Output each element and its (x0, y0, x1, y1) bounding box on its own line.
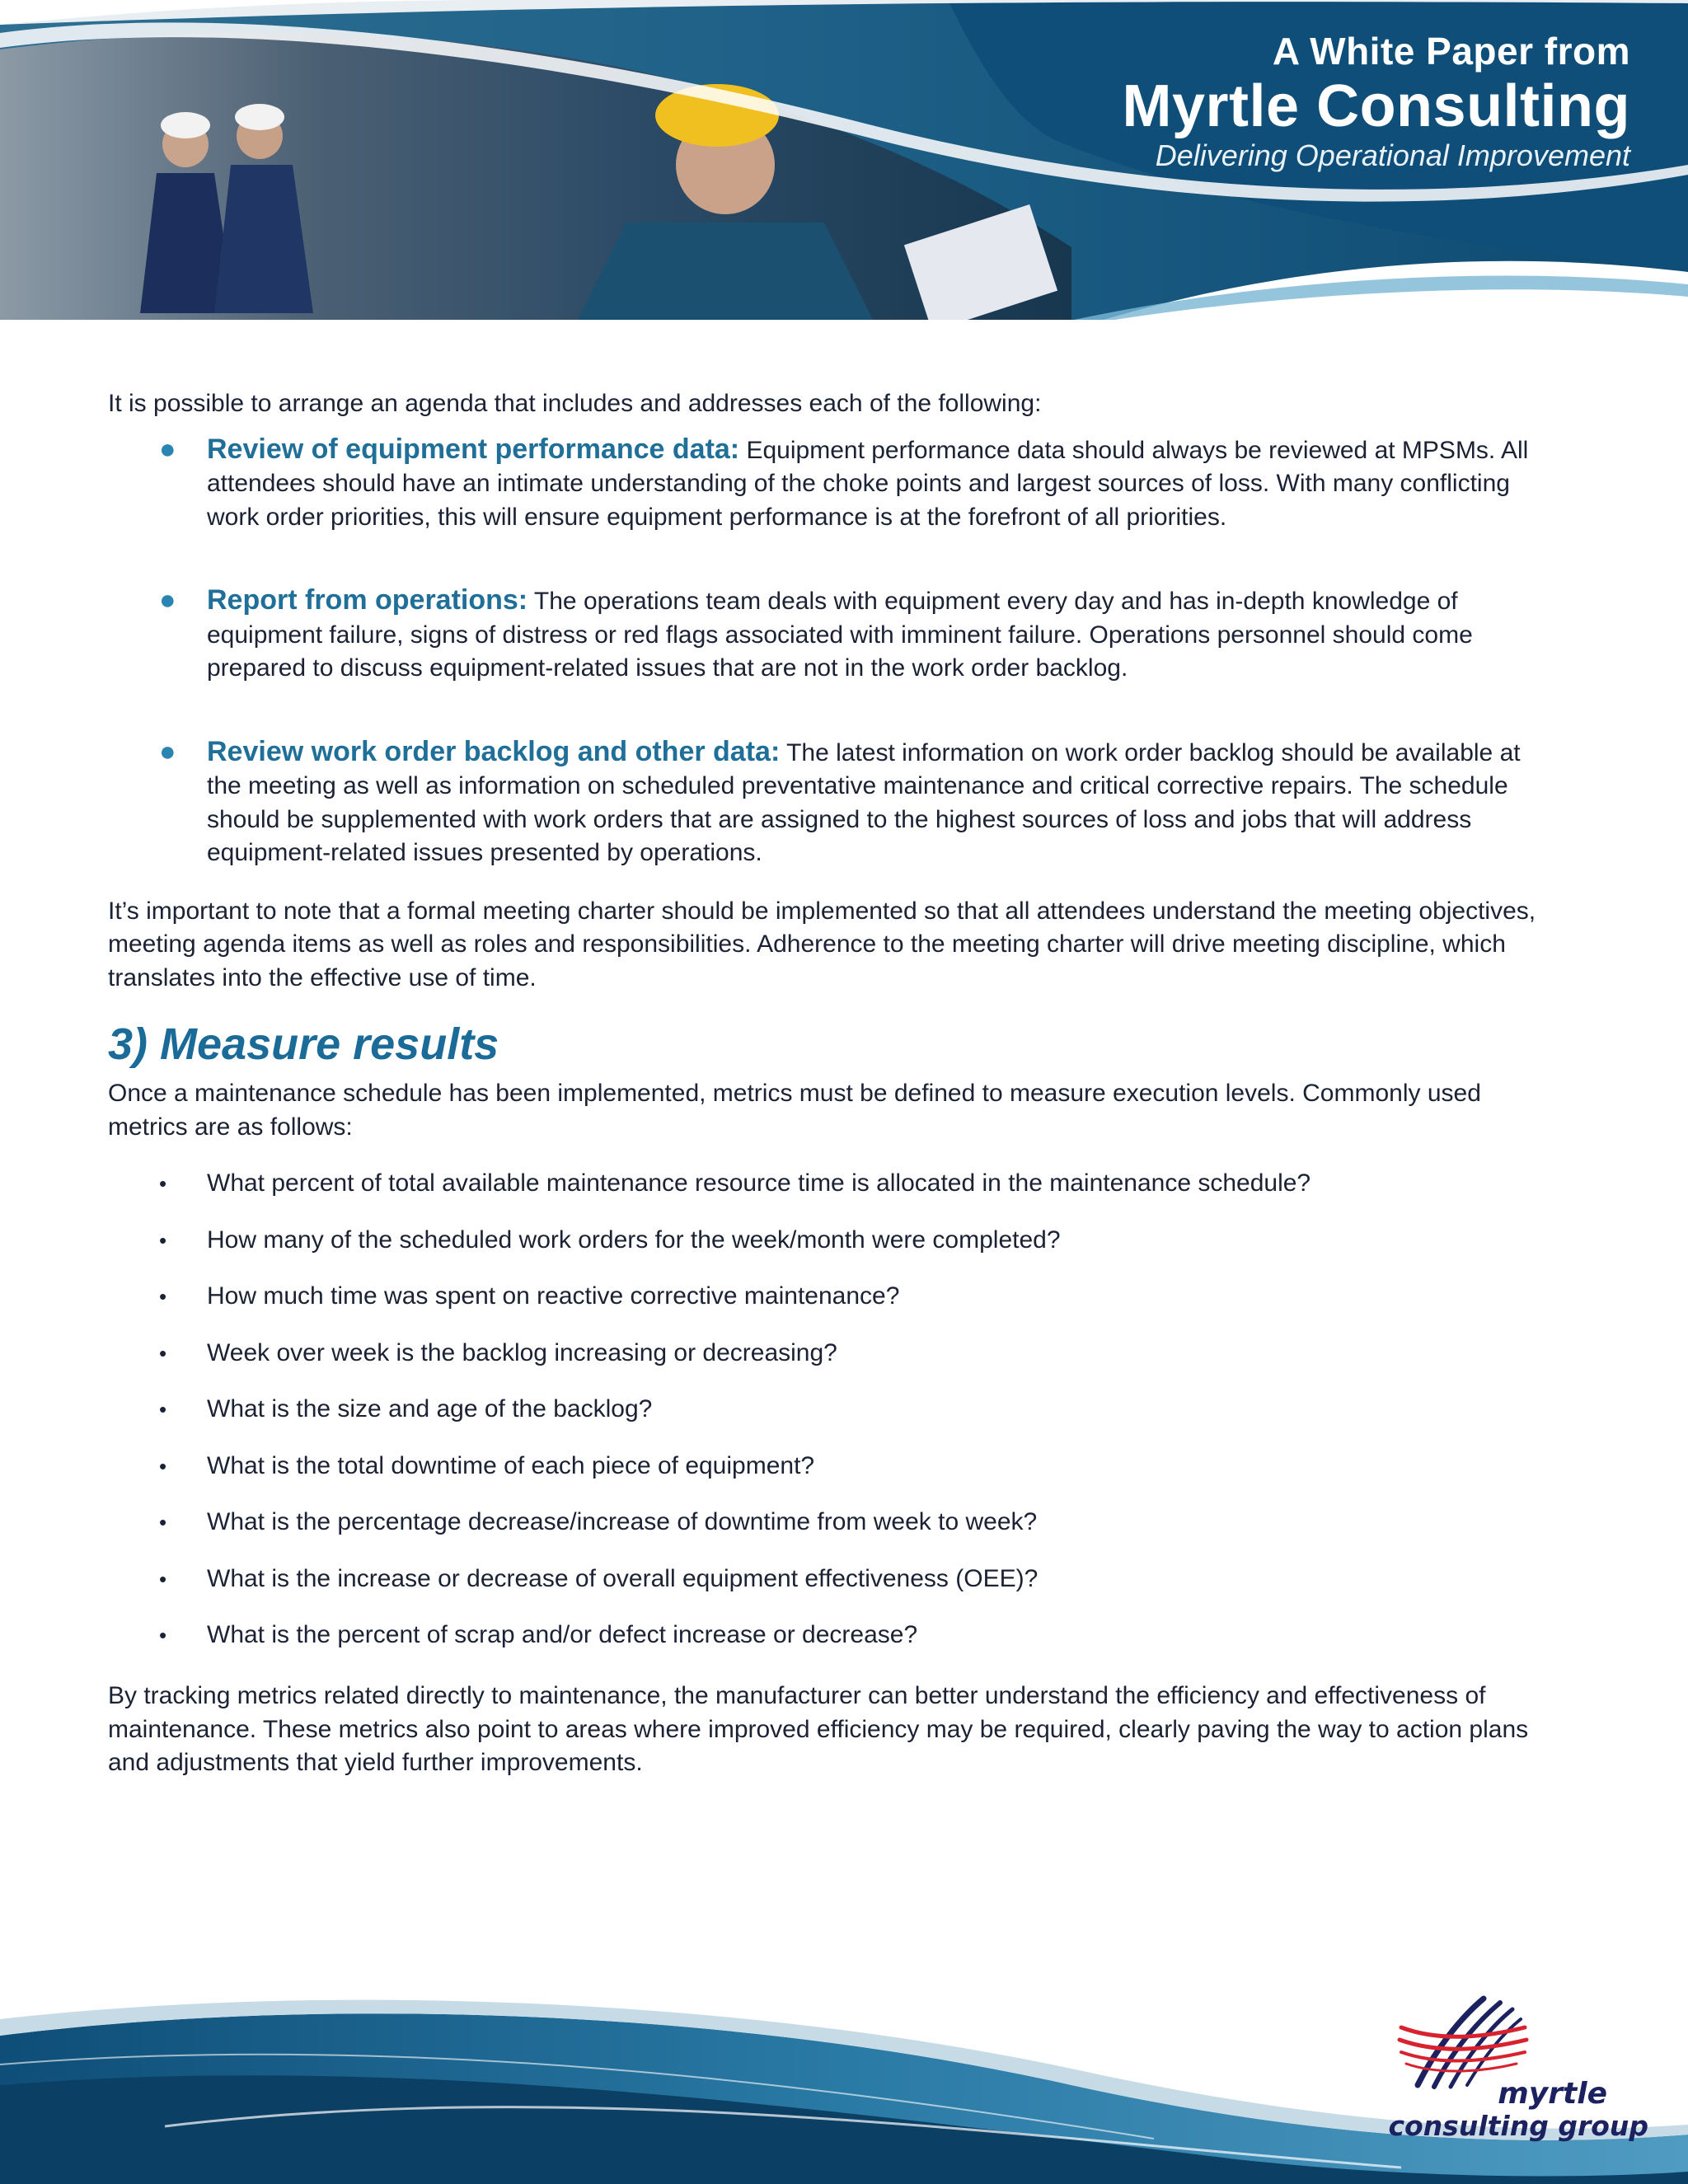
agenda-item-title: Review work order backlog and other data: (207, 735, 781, 767)
closing-paragraph: By tracking metrics related directly to maintenance, the manufacturer can better understand the efficiency and effectiveness of maintenance. These metrics also point to areas where improved efficiency may be required, clearly paving the way to action plans and adjustments that yield further improvements. (108, 1682, 1529, 1776)
agenda-item (108, 583, 1542, 686)
metric-item (108, 1224, 1542, 1281)
bullet-icon: • (159, 1171, 167, 1196)
agenda-item-title: Report from operations: (207, 584, 528, 616)
agenda-item-text: The operations team deals with equipment every day and has in-depth knowledge of equipment failure, signs of distress or red flags associated with imminent failure. Operations personnel should come prepared to discuss equipment-related issues that are not in the work order backlog. (207, 588, 1473, 682)
bullet-icon: • (159, 1340, 167, 1366)
white-paper-label: A White Paper from (1272, 30, 1630, 73)
header-title-block (1123, 28, 1631, 173)
bullet-icon: ● (159, 584, 176, 616)
agenda-item-title: Review of equipment performance data: (207, 433, 740, 465)
agenda-item (108, 433, 1542, 535)
header-banner (0, 0, 1688, 330)
metric-item (108, 1506, 1542, 1563)
metric-text: What is the increase or decrease of overall equipment effectiveness (OEE)? (207, 1564, 1039, 1592)
metric-text: What is the size and age of the backlog? (207, 1395, 653, 1422)
agenda-item-text: Equipment performance data should always be reviewed at MPSMs. All attendees should have an intimate understanding of the choke points and largest sources of loss. With many conflicting work order priorities, this will ensure equipment performance is at the forefront of all priorities. (207, 436, 1529, 531)
charter-paragraph: It’s important to note that a formal meeting charter should be implemented so that all attendees understand the meeting objectives, meeting agenda items as well as roles and responsibilities. Adherence to the meeting charter will drive meeting discipline, which translates into the effective use of time. (108, 897, 1536, 991)
metrics-list (108, 1167, 1542, 1661)
bullet-icon: • (159, 1227, 167, 1253)
company-tagline: Delivering Operational Improvement (1155, 138, 1630, 172)
section-heading: 3) Measure results (108, 1019, 499, 1069)
metric-item (108, 1619, 1542, 1661)
bullet-icon: • (159, 1397, 167, 1422)
metric-item (108, 1280, 1542, 1337)
metric-text: What is the percentage decrease/increase of downtime from week to week? (207, 1508, 1038, 1535)
metric-text: Week over week is the backlog increasing or decreasing? (207, 1338, 837, 1366)
metric-text: How many of the scheduled work orders for the week/month were completed? (207, 1226, 1061, 1254)
agenda-item (108, 735, 1542, 870)
metric-item (108, 1337, 1542, 1394)
bullet-icon: ● (159, 433, 176, 465)
bullet-icon: • (159, 1566, 167, 1591)
metric-text: How much time was spent on reactive corrective maintenance? (207, 1282, 900, 1310)
metric-item (108, 1563, 1542, 1619)
company-name: Myrtle Consulting (1122, 73, 1630, 139)
intro-paragraph: It is possible to arrange an agenda that includes and addresses each of the following: (108, 390, 1042, 417)
measure-intro-paragraph: Once a maintenance schedule has been implemented, metrics must be defined to measure execution levels. Commonly used metrics are as follows: (108, 1080, 1481, 1141)
document-body (108, 387, 1542, 1780)
metric-item (108, 1393, 1542, 1450)
metric-item (108, 1450, 1542, 1507)
agenda-list (108, 433, 1542, 870)
metric-text: What is the total downtime of each piece of equipment? (207, 1451, 815, 1479)
bullet-icon: • (159, 1510, 167, 1535)
logo-word-myrtle: myrtle (1498, 2077, 1607, 2111)
myrtle-logo (1352, 1994, 1648, 2143)
bullet-icon: • (159, 1284, 167, 1309)
metric-text: What percent of total available maintenance resource time is allocated in the maintenance schedule? (207, 1169, 1311, 1197)
agenda-item-text: The latest information on work order backlog should be available at the meeting as well as information on scheduled preventative maintenance and critical corrective repairs. The schedule should be supplemented with work orders that are assigned to the highest sources of loss and jobs that will address equipment-related issues presented by operations. (207, 738, 1521, 866)
metric-text: What is the percent of scrap and/or defect increase or decrease? (207, 1621, 918, 1648)
bullet-icon: • (159, 1623, 167, 1647)
logo-word-consulting-group: consulting group (1388, 2110, 1648, 2142)
metric-item (108, 1167, 1542, 1224)
bullet-icon: ● (159, 735, 176, 767)
bullet-icon: • (159, 1453, 167, 1479)
